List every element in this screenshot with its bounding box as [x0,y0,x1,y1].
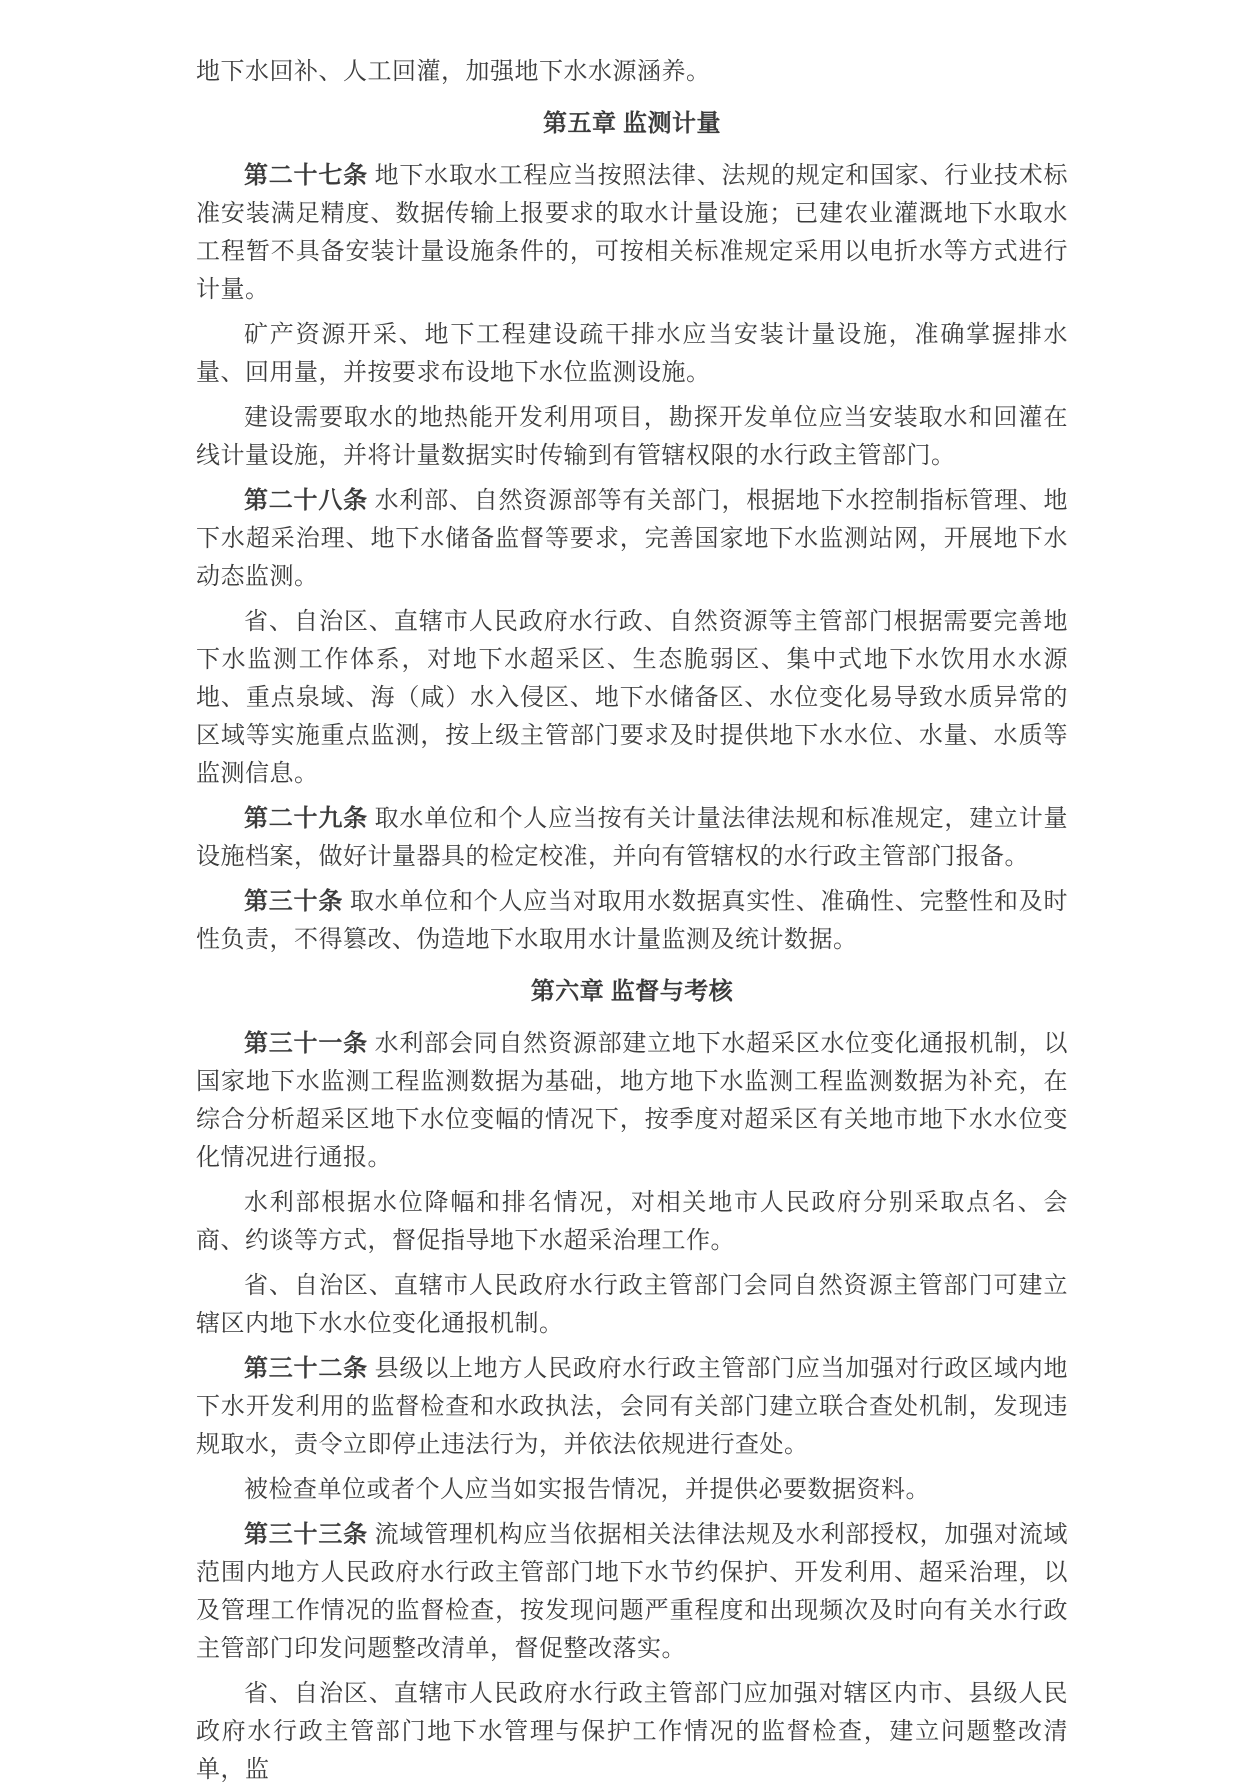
article-number: 第三十条 [244,889,344,915]
paragraph-text: 县级以上地方人民政府水行政主管部门应当加强对行政区域内地下水开发利用的监督检查和水政执法，会同有关部门建立联合查处机制，发现违规取水，责令立即停止违法行为，并依法依规进行查处。 [196,1356,1069,1458]
chapter-heading: 第五章 监测计量 [543,111,721,137]
document-sections [196,105,1068,1789]
article-number: 第三十二条 [244,1356,368,1382]
body-paragraph [196,1471,1068,1509]
paragraph-text: 取水单位和个人应当按有关计量法律法规和标准规定，建立计量设施档案，做好计量器具的检定校准，并向有管辖权的水行政主管部门报备。 [196,806,1069,870]
article-paragraph [196,800,1068,876]
article-paragraph [196,1350,1068,1464]
body-paragraph [196,316,1068,392]
paragraph-text: 矿产资源开采、地下工程建设疏干排水应当安装计量设施，准确掌握排水量、回用量，并按要求布设地下水位监测设施。 [196,322,1068,386]
paragraph-text: 水利部会同自然资源部建立地下水超采区水位变化通报机制，以国家地下水监测工程监测数据为基础，地方地下水监测工程监测数据为补充，在综合分析超采区地下水位变幅的情况下，按季度对超采区有关地市地下水水位变化情况进行通报。 [196,1031,1069,1171]
body-paragraph [196,1184,1068,1260]
article-paragraph [196,1025,1068,1177]
paragraph-text: 建设需要取水的地热能开发利用项目，勘探开发单位应当安装取水和回灌在线计量设施，并将计量数据实时传输到有管辖权限的水行政主管部门。 [196,405,1068,469]
paragraph-text: 省、自治区、直辖市人民政府水行政、自然资源等主管部门根据需要完善地下水监测工作体系，对地下水超采区、生态脆弱区、集中式地下水饮用水水源地、重点泉域、海（咸）水入侵区、地下水储备区、水位变化易导致水质异常的区域等实施重点监测，按上级主管部门要求及时提供地下水水位、水量、水质等监测信息。 [196,609,1068,787]
article-number: 第三十三条 [244,1522,368,1548]
article-number: 第二十八条 [244,488,368,514]
paragraph-text: 取水单位和个人应当对取用水数据真实性、准确性、完整性和及时性负责，不得篡改、伪造地下水取用水计量监测及统计数据。 [196,889,1069,953]
paragraph-text: 省、自治区、直辖市人民政府水行政主管部门会同自然资源主管部门可建立辖区内地下水水位变化通报机制。 [196,1273,1068,1337]
continuation-paragraph: 地下水回补、人工回灌，加强地下水水源涵养。 [196,59,711,85]
article-number: 第三十一条 [244,1031,368,1057]
article-paragraph [196,883,1068,959]
body-paragraph [196,1675,1068,1789]
paragraph-text: 水利部根据水位降幅和排名情况，对相关地市人民政府分别采取点名、会商、约谈等方式，督促指导地下水超采治理工作。 [196,1190,1068,1254]
paragraph-text: 水利部、自然资源部等有关部门，根据地下水控制指标管理、地下水超采治理、地下水储备监督等要求，完善国家地下水监测站网，开展地下水动态监测。 [196,488,1069,590]
article-number: 第二十七条 [244,163,368,189]
article-paragraph [196,482,1068,596]
article-number: 第二十九条 [244,806,368,832]
body-paragraph [196,1267,1068,1343]
body-paragraph [196,603,1068,793]
paragraph-text: 被检查单位或者个人应当如实报告情况，并提供必要数据资料。 [244,1477,930,1503]
paragraph-text: 地下水取水工程应当按照法律、法规的规定和国家、行业技术标准安装满足精度、数据传输上报要求的取水计量设施；已建农业灌溉地下水取水工程暂不具备安装计量设施条件的，可按相关标准规定采用以电折水等方式进行计量。 [196,163,1069,303]
body-paragraph [196,399,1068,475]
article-paragraph [196,157,1068,309]
chapter-heading: 第六章 监督与考核 [530,979,734,1005]
paragraph-text: 省、自治区、直辖市人民政府水行政主管部门应加强对辖区内市、县级人民政府水行政主管部门地下水管理与保护工作情况的监督检查，建立问题整改清单，监 [196,1681,1068,1783]
paragraph-text: 流域管理机构应当依据相关法律法规及水利部授权，加强对流域范围内地方人民政府水行政主管部门地下水节约保护、开发利用、超采治理，以及管理工作情况的监督检查，按发现问题严重程度和出现频次及时向有关水行政主管部门印发问题整改清单，督促整改落实。 [196,1522,1069,1662]
article-paragraph [196,1516,1068,1668]
